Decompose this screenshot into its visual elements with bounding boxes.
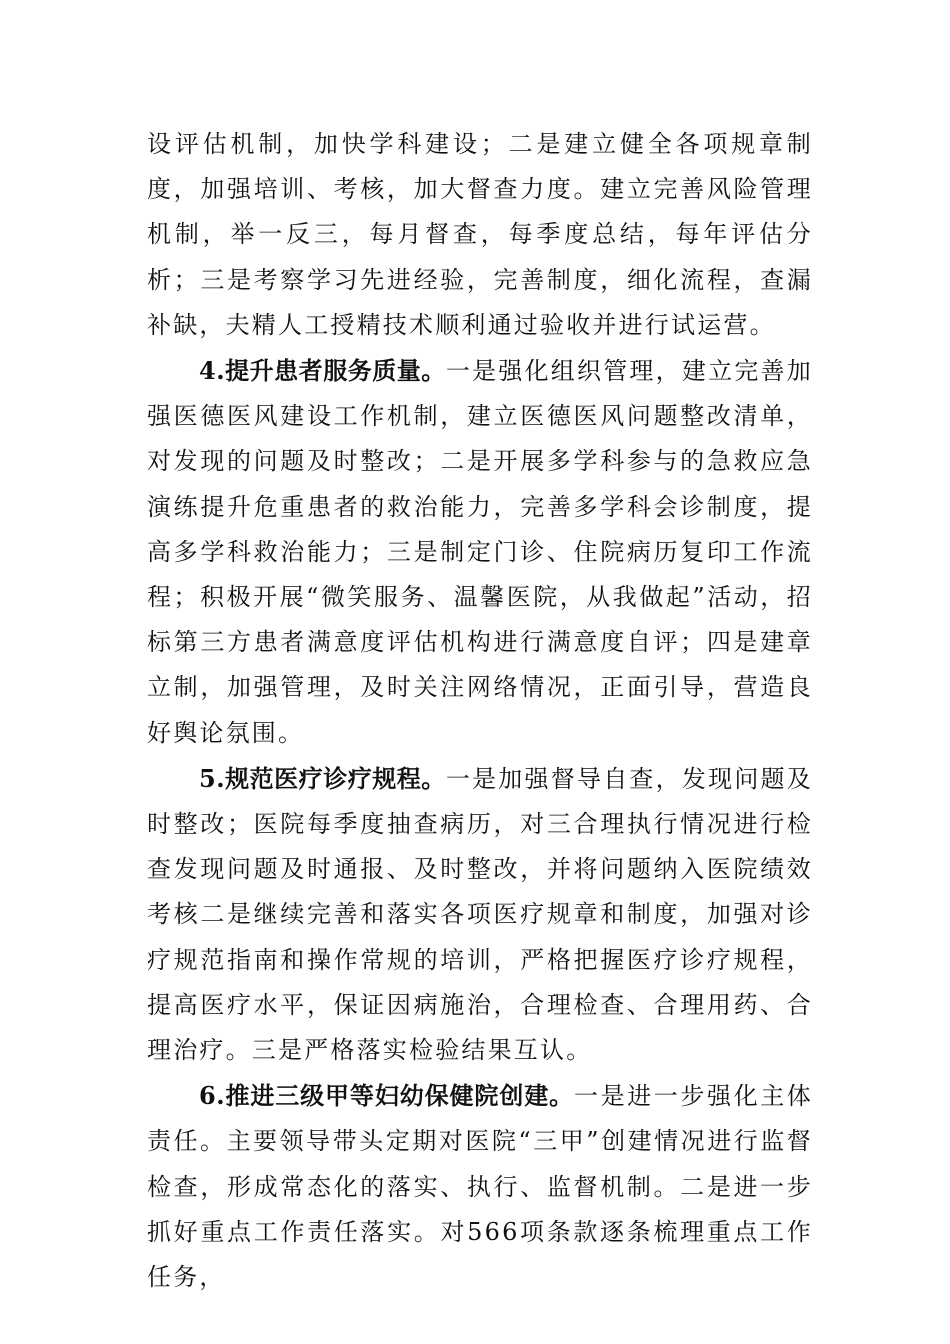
paragraph-medical-procedures [147, 756, 813, 1073]
paragraph-heading: 4.提升患者服务质量。 [199, 356, 446, 386]
paragraph-text: 设评估机制，加快学科建设；二是建立健全各项规章制度，加强培训、考核，加大督查力度。建立完善风险管理机制，举一反三，每月督查，每季度总结，每年评估分析；三是考察学习先进经验，完善制度，细化流程，查漏补缺，夫精人工授精技术顺利通过验收并进行试运营。 [147, 130, 813, 339]
paragraph-heading: 6.推进三级甲等妇幼保健院创建。 [199, 1081, 575, 1111]
paragraph-text: 一是加强督导自查，发现问题及时整改；医院每季度抽查病历，对三合理执行情况进行检查发现问题及时通报、及时整改，并将问题纳入医院绩效考核二是继续完善和落实各项医疗规章和制度，加强对诊疗规范指南和操作常规的培训，严格把握医疗诊疗规程，提高医疗水平，保证因病施治，合理检查、合理用药、合理治疗。三是严格落实检验结果互认。 [147, 764, 813, 1065]
paragraph-patient-service [147, 348, 813, 756]
paragraph-text: 一是强化组织管理，建立完善加强医德医风建设工作机制，建立医德医风问题整改清单，对发现的问题及时整改；二是开展多学科参与的急救应急演练提升危重患者的救治能力，完善多学科会诊制度，提高多学科救治能力；三是制定门诊、住院病历复印工作流程；积极开展“微笑服务、温馨医院，从我做起”活动，招标第三方患者满意度评估机构进行满意度自评；四是建章立制，加强管理，及时关注网络情况，正面引导，营造良好舆论氛围。 [147, 357, 813, 747]
paragraph-continued [147, 122, 813, 348]
document-page [147, 122, 813, 1300]
paragraph-text: 一是进一步强化主体责任。主要领导带头定期对医院“三甲”创建情况进行监督检查，形成常态化的落实、执行、监督机制。二是进一步抓好重点工作责任落实。对566项条款逐条梳理重点工作任务， [147, 1082, 813, 1292]
paragraph-heading: 5.规范医疗诊疗规程。 [199, 763, 446, 793]
paragraph-hospital-accreditation [147, 1073, 813, 1300]
